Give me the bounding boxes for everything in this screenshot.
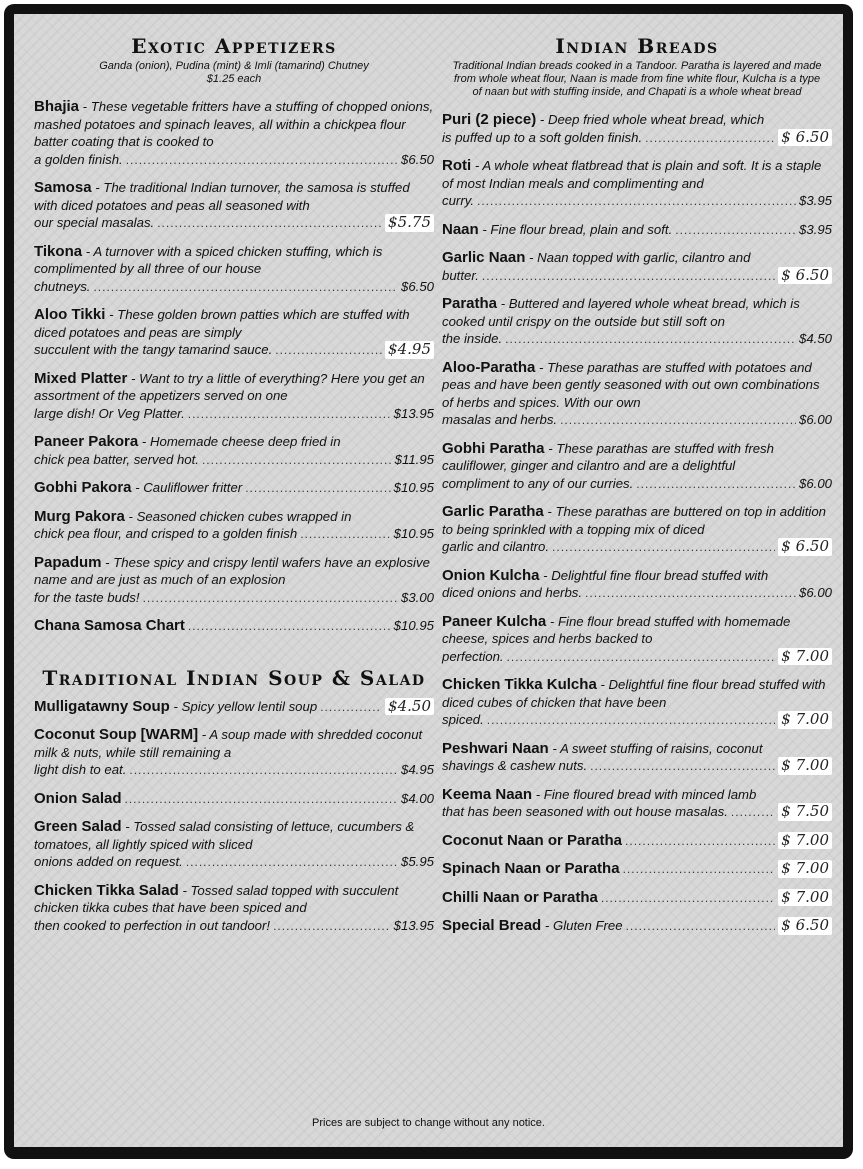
menu-item-name: Puri (2 piece)	[442, 111, 537, 128]
menu-item-desc: These parathas are stuffed with fresh cauliflower, ginger and cilantro and are a delightful	[442, 440, 774, 473]
menu-item-name: Gobhi Paratha	[442, 439, 545, 457]
menu-item-price: $6.00	[798, 412, 832, 427]
menu-item-desc: A sweet stuffing of raisins, coconut	[559, 740, 763, 756]
menu-item-price: $4.95	[400, 762, 434, 777]
menu-item-desc-end: masalas and herbs.	[442, 412, 558, 427]
menu-item-name: Garlic Naan	[442, 249, 526, 266]
menu-item-desc-end: shavings & cashew nuts.	[442, 758, 588, 773]
menu-item-name: Samosa	[34, 179, 92, 196]
leader-dots	[675, 222, 796, 240]
leader-dots	[560, 412, 796, 430]
menu-item-desc: Delightful fine flour bread stuffed with diced cubes of chicken that have been	[442, 677, 826, 710]
menu-item-desc: These spicy and crispy lentil wafers have an explosive name and are just as much of an explosion	[34, 554, 430, 587]
menu-item-desc: Buttered and layered whole wheat bread, which is cooked until crispy on the outside but still soft on	[442, 296, 800, 329]
menu-item-gobhi-pakora: Gobhi Pakora - Cauliflower fritter ..... $10.95	[34, 479, 434, 498]
menu-item-name: Spinach Naan or Paratha	[442, 860, 620, 877]
menu-item-name: Chana Samosa Chart	[34, 617, 185, 634]
menu-item-desc-end: garlic and cilantro.	[442, 539, 550, 554]
leader-dots	[202, 452, 392, 470]
menu-item-price: $3.00	[400, 589, 434, 605]
appetizers-note: Ganda (onion), Pudina (mint) & Imli (tamarind) Chutney $1.25 each	[99, 60, 369, 85]
menu-item-name: Onion Salad	[34, 789, 122, 807]
leader-dots	[275, 342, 382, 360]
menu-item-price: $13.95	[393, 917, 434, 933]
leader-dots	[487, 712, 775, 730]
menu-item-desc-end: butter.	[442, 267, 479, 283]
menu-item-desc: Tossed salad consisting of lettuce, cucumbers & tomatoes, all lightly spiced with sliced	[34, 819, 415, 852]
menu-item-name: Bhajia	[34, 98, 80, 115]
menu-item-keema-naan	[442, 786, 832, 822]
menu-item-desc-end: for the taste buds!	[34, 589, 140, 605]
menu-item-desc-end: chick pea batter, served hot.	[34, 451, 199, 467]
menu-item-coconut-soup-warm	[34, 726, 434, 780]
menu-item-name: Mulligatawny Soup	[34, 697, 170, 715]
menu-item-desc: These parathas are buttered on top in addition to being sprinkled with a topping mix of diced	[442, 504, 826, 537]
menu-item-desc-end: diced onions and herbs.	[442, 585, 583, 600]
menu-item-mulligatawny-soup: Mulligatawny Soup - Spicy yellow lentil soup ..... $4.50	[34, 698, 434, 717]
leader-dots	[645, 130, 775, 148]
menu-item-paneer-kulcha	[442, 613, 832, 667]
menu-item-desc-end: succulent with the tangy tamarind sauce.	[34, 342, 273, 357]
menu-item-desc: These vegetable fritters have a stuffing of chopped onions, mashed potatoes and spinach leaves, all within a chickpea flour batter coating that is cooked to	[34, 99, 434, 149]
menu-item-price: $ 7.00	[778, 889, 832, 907]
menu-item-description: Coconut Soup [WARM] - A soup made with shredded coconut milk & nuts, while still remaining a	[34, 726, 423, 760]
menu-page	[14, 14, 843, 1147]
menu-item-roti	[442, 157, 832, 211]
leader-dots	[585, 585, 796, 603]
menu-item-price: $4.50	[798, 331, 832, 346]
menu-item-name: Murg Pakora	[34, 507, 125, 525]
menu-item-price: $ 7.00	[778, 860, 832, 878]
menu-item-price: $10.95	[393, 526, 434, 541]
menu-item-price: $ 7.00	[778, 757, 832, 775]
menu-item-desc-end: Fine flour bread, plain and soft.	[490, 221, 673, 237]
menu-item-desc: Homemade cheese deep fried in	[149, 434, 341, 449]
menu-item-description: Paneer Pakora - Homemade cheese deep fried in	[34, 433, 341, 450]
menu-item-description: Green Salad - Tossed salad consisting of lettuce, cucumbers & tomatoes, all lightly spiced with sliced	[34, 818, 415, 852]
menu-item-price: $11.95	[394, 451, 434, 467]
menu-item-gobhi-paratha	[442, 440, 832, 494]
menu-item-price: $3.95	[798, 221, 832, 237]
menu-item-desc-end: Gluten Free	[552, 918, 623, 933]
menu-item-name: Tikona	[34, 242, 83, 260]
leader-dots	[482, 268, 775, 286]
menu-item-aloo-paratha	[442, 359, 832, 430]
menu-item-name: Paneer Pakora	[34, 433, 139, 450]
menu-item-desc: A turnover with a spiced chicken stuffing, which is complimented by all three of our house	[34, 243, 383, 276]
leader-dots	[129, 762, 398, 780]
menu-item-description: Keema Naan - Fine floured bread with minced lamb	[442, 785, 757, 803]
leader-dots	[186, 854, 398, 872]
menu-item-price: $4.95	[385, 341, 434, 359]
menu-item-tikona	[34, 243, 434, 297]
menu-item-name: Onion Kulcha	[442, 566, 540, 584]
menu-item-description: Aloo Tikki - These golden brown patties which are stuffed with diced potatoes and peas are simply	[34, 306, 410, 340]
leader-dots	[731, 804, 775, 822]
menu-item-murg-pakora	[34, 508, 434, 544]
menu-item-price: $ 6.50	[778, 538, 832, 556]
menu-item-price: $10.95	[393, 618, 434, 633]
menu-item-chicken-tikka-kulcha	[442, 676, 832, 730]
menu-item-desc: Want to try a little of everything? Here you get an assortment of the appetizers served on one	[34, 370, 425, 403]
menu-item-description: Paneer Kulcha - Fine flour bread stuffed with homemade cheese, spices and herbs backed to	[442, 612, 791, 646]
soup-list	[34, 698, 434, 936]
menu-item-name: Paneer Kulcha	[442, 612, 547, 630]
appetizers-title: Exotic Appetizers	[131, 34, 337, 58]
menu-item-description: Aloo-Paratha - These parathas are stuffed with potatoes and peas and have been gently seasoned with out own combinations of herbs and spices. With our own	[442, 358, 820, 410]
leader-dots	[188, 406, 391, 424]
menu-item-price: $6.50	[400, 151, 434, 167]
menu-item-desc: A soup made with shredded coconut milk & nuts, while still remaining a	[34, 727, 423, 760]
menu-item-desc-end: Cauliflower fritter	[143, 480, 243, 495]
leader-dots	[143, 590, 398, 608]
menu-item-name: Green Salad	[34, 818, 122, 835]
leader-dots	[300, 526, 390, 544]
menu-item-chana-samosa-chart	[34, 617, 434, 636]
menu-item-price: $10.95	[393, 480, 434, 495]
menu-item-price: $13.95	[393, 405, 434, 421]
menu-item-name: Coconut Naan or Paratha	[442, 831, 623, 849]
menu-item-desc-end: large dish! Or Veg Platter.	[34, 405, 185, 421]
menu-item-chilli-naan-or-paratha	[442, 889, 832, 908]
menu-item-desc-end: our special masalas.	[34, 215, 155, 230]
breads-title: Indian Breads	[555, 34, 719, 58]
breads-note: Traditional Indian breads cooked in a Tandoor. Paratha is layered and made from whole wheat flour, Naan is made from fine white flour, Kulcha is a type of naan but with stuffing inside, and Chapati is a whole wheat bread	[452, 60, 822, 98]
leader-dots	[636, 476, 796, 494]
leader-dots	[625, 833, 775, 851]
menu-item-desc-end: Spicy yellow lentil soup	[181, 698, 318, 714]
leader-dots	[126, 152, 398, 170]
breads-list	[442, 111, 832, 936]
soup-title: Traditional Indian Soup & Salad	[42, 665, 426, 690]
menu-item-description: Gobhi Paratha - These parathas are stuffed with fresh cauliflower, ginger and cilantro and are a delightful	[442, 439, 774, 473]
menu-item-price: $3.95	[798, 193, 832, 208]
price-disclaimer: Prices are subject to change without any notice.	[312, 1117, 545, 1129]
menu-item-desc: Naan topped with garlic, cilantro and	[537, 250, 751, 265]
menu-item-naan: Naan - Fine flour bread, plain and soft. ..... $3.95	[442, 221, 832, 240]
leader-dots	[590, 758, 775, 776]
menu-item-bhajia	[34, 98, 434, 169]
menu-item-price: $ 6.50	[778, 267, 832, 285]
menu-item-desc-end: curry.	[442, 193, 474, 208]
menu-item-description: Roti - A whole wheat flatbread that is plain and soft. It is a staple of most Indian meals and complimenting and	[442, 157, 822, 191]
menu-item-price: $6.50	[400, 278, 434, 294]
menu-item-mixed-platter	[34, 370, 434, 424]
appetizers-list	[34, 98, 434, 636]
menu-item-price: $6.00	[798, 475, 832, 491]
menu-item-paratha	[442, 295, 832, 349]
menu-item-desc-end: chutneys.	[34, 278, 91, 294]
menu-item-desc-end: perfection.	[442, 648, 504, 664]
leader-dots	[245, 480, 390, 498]
menu-item-name: Peshwari Naan	[442, 739, 549, 757]
menu-item-desc: Fine floured bread with minced lamb	[543, 786, 757, 802]
menu-item-name: Naan	[442, 220, 479, 238]
menu-item-chicken-tikka-salad	[34, 882, 434, 936]
menu-item-desc: Deep fried whole wheat bread, which	[547, 112, 765, 127]
menu-item-desc-end: the inside.	[442, 331, 503, 346]
right-column	[442, 34, 832, 946]
menu-item-price: $6.00	[798, 585, 832, 600]
menu-item-desc-end: onions added on request.	[34, 854, 183, 869]
leader-dots	[157, 215, 382, 233]
menu-item-desc: A whole wheat flatbread that is plain and soft. It is a staple of most Indian meals and complimenting and	[442, 158, 822, 191]
menu-item-description: Peshwari Naan - A sweet stuffing of raisins, coconut	[442, 739, 763, 757]
menu-item-description: Chicken Tikka Salad - Tossed salad topped with succulent chicken tikka cubes that have been spiced and	[34, 881, 399, 915]
menu-item-name: Keema Naan	[442, 785, 533, 803]
menu-item-desc: Seasoned chicken cubes wrapped in	[136, 508, 352, 524]
menu-item-desc-end: that has been seasoned with out house masalas.	[442, 804, 728, 819]
menu-item-papadum	[34, 554, 434, 608]
menu-item-desc: These parathas are stuffed with potatoes and peas and have been gently seasoned with out own combinations of herbs and spices. With our own	[442, 359, 820, 410]
menu-item-description: Chicken Tikka Kulcha - Delightful fine flour bread stuffed with diced cubes of chicken that have been	[442, 676, 826, 710]
menu-item-spinach-naan-or-paratha	[442, 860, 832, 879]
leader-dots	[507, 649, 776, 667]
leader-dots	[188, 618, 391, 636]
menu-item-name: Garlic Paratha	[442, 503, 544, 520]
menu-item-description: Puri (2 piece) - Deep fried whole wheat bread, which	[442, 111, 765, 128]
menu-item-name: Chilli Naan or Paratha	[442, 888, 598, 906]
menu-item-garlic-naan	[442, 249, 832, 285]
menu-item-desc-end: compliment to any of our curries.	[442, 475, 634, 491]
menu-item-price: $5.75	[385, 214, 434, 232]
menu-item-desc: These golden brown patties which are stuffed with diced potatoes and peas are simply	[34, 307, 410, 340]
leader-dots	[505, 331, 796, 349]
menu-item-description: Paratha - Buttered and layered whole wheat bread, which is cooked until crispy on the outside but still soft on	[442, 295, 800, 329]
menu-item-onion-kulcha	[442, 567, 832, 603]
menu-item-name: Gobhi Pakora	[34, 479, 132, 496]
leader-dots	[320, 699, 382, 717]
menu-item-name: Aloo Tikki	[34, 306, 106, 323]
leader-dots	[273, 918, 391, 936]
menu-item-name: Roti	[442, 157, 472, 174]
menu-item-samosa	[34, 179, 434, 233]
menu-item-description: Garlic Naan - Naan topped with garlic, cilantro and	[442, 249, 751, 266]
menu-item-name: Chicken Tikka Salad	[34, 881, 179, 899]
menu-item-name: Paratha	[442, 295, 498, 312]
menu-item-desc: Fine flour bread stuffed with homemade cheese, spices and herbs backed to	[442, 613, 791, 646]
leader-dots	[552, 539, 775, 557]
menu-item-price: $4.50	[385, 698, 434, 716]
menu-item-name: Chicken Tikka Kulcha	[442, 676, 597, 693]
menu-item-description: Samosa - The traditional Indian turnover, the samosa is stuffed with diced potatoes and peas all seasoned with	[34, 179, 410, 213]
menu-item-paneer-pakora	[34, 433, 434, 469]
menu-item-name: Papadum	[34, 553, 102, 571]
menu-item-name: Aloo-Paratha	[442, 358, 536, 376]
left-column	[34, 34, 434, 945]
menu-item-desc-end: spiced.	[442, 712, 484, 727]
menu-item-desc-end: chick pea flour, and crisped to a golden finish	[34, 526, 298, 541]
menu-item-peshwari-naan	[442, 740, 832, 776]
menu-item-price: $ 6.50	[778, 917, 832, 935]
menu-item-description: Tikona - A turnover with a spiced chicken stuffing, which is complimented by all three of our house	[34, 242, 383, 276]
leader-dots	[125, 791, 398, 809]
leader-dots	[93, 279, 398, 297]
menu-item-desc-end: is puffed up to a soft golden finish.	[442, 129, 643, 145]
menu-item-desc-end: then cooked to perfection in out tandoor!	[34, 917, 271, 933]
menu-item-price: $5.95	[400, 854, 434, 869]
menu-item-name: Mixed Platter	[34, 369, 128, 387]
menu-item-description: Onion Kulcha - Delightful fine flour bread stuffed with	[442, 566, 769, 584]
menu-item-desc: The traditional Indian turnover, the samosa is stuffed with diced potatoes and peas all seasoned with	[34, 180, 410, 213]
menu-item-name: Coconut Soup [WARM]	[34, 726, 199, 743]
menu-item-price: $ 7.00	[778, 832, 832, 850]
menu-item-desc: Tossed salad topped with succulent chicken tikka cubes that have been spiced and	[34, 882, 399, 915]
menu-item-name: Special Bread	[442, 917, 542, 934]
menu-item-aloo-tikki	[34, 306, 434, 360]
menu-item-desc: Delightful fine flour bread stuffed with	[551, 567, 769, 583]
menu-item-description: Mixed Platter - Want to try a little of everything? Here you get an assortment of the appetizers served on one	[34, 369, 425, 403]
menu-item-coconut-naan-or-paratha	[442, 832, 832, 851]
menu-item-description: Papadum - These spicy and crispy lentil wafers have an explosive name and are just as much of an explosion	[34, 553, 430, 587]
menu-item-price: $ 7.00	[778, 648, 832, 666]
leader-dots	[623, 861, 776, 879]
menu-item-price: $ 6.50	[778, 129, 832, 147]
leader-dots	[601, 890, 775, 908]
menu-item-onion-salad	[34, 790, 434, 809]
menu-item-special-bread: Special Bread - Gluten Free ..... $ 6.50	[442, 917, 832, 936]
menu-item-description: Garlic Paratha - These parathas are buttered on top in addition to being sprinkled with a topping mix of diced	[442, 503, 826, 537]
menu-item-garlic-paratha	[442, 503, 832, 557]
leader-dots	[626, 918, 776, 936]
menu-item-desc-end: light dish to eat.	[34, 762, 127, 777]
menu-item-description: Bhajia - These vegetable fritters have a stuffing of chopped onions, mashed potatoes and spinach leaves, all within a chickpea flour batter coating that is cooked to	[34, 98, 434, 149]
menu-item-description: Murg Pakora - Seasoned chicken cubes wrapped in	[34, 507, 352, 525]
leader-dots	[477, 193, 796, 211]
menu-item-puri-2-piece	[442, 111, 832, 147]
menu-item-price: $4.00	[400, 790, 434, 806]
menu-item-price: $ 7.50	[778, 803, 832, 821]
menu-item-green-salad	[34, 818, 434, 872]
menu-item-desc-end: a golden finish.	[34, 151, 123, 167]
menu-item-price: $ 7.00	[778, 711, 832, 729]
